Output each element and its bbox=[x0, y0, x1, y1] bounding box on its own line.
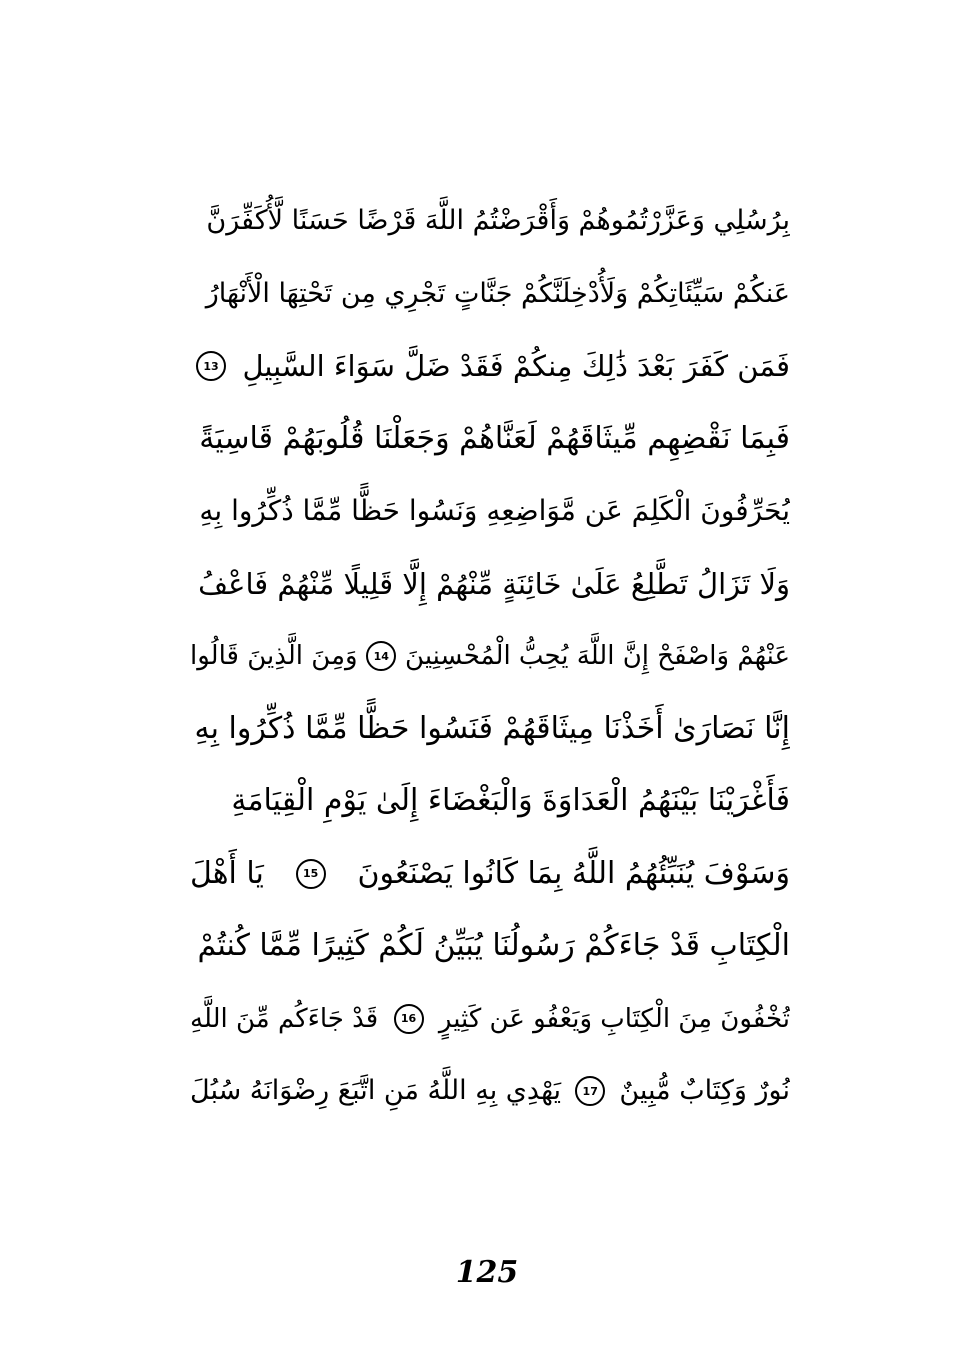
line-text: وَسَوْفَ يُنَبِّئُهُمُ اللَّهُ بِمَا كَانُوا يَصْنَعُونَ bbox=[357, 855, 790, 891]
text-line-1 bbox=[190, 185, 790, 258]
line-text: إِنَّا نَصَارَىٰ أَخَذْنَا مِيثَاقَهُمْ فَنَسُوا حَظًّا مِّمَّا ذُكِّرُوا بِهِ bbox=[194, 710, 790, 746]
text-line-12 bbox=[190, 983, 790, 1056]
text-line-10 bbox=[190, 838, 790, 911]
text-line-7 bbox=[190, 620, 790, 693]
text-line-11 bbox=[190, 910, 790, 983]
text-line-3 bbox=[190, 330, 790, 403]
ayah-number-marker: 16 bbox=[394, 1004, 424, 1034]
page-number: 125 bbox=[455, 1255, 519, 1290]
line-text: بِرُسُلِي وَعَزَّرْتُمُوهُمْ وَأَقْرَضْتُمُ اللَّهَ قَرْضًا حَسَنًا لَّأُكَفِّرَنَّ bbox=[206, 205, 790, 237]
text-line-6 bbox=[190, 548, 790, 621]
line-text: فَبِمَا نَقْضِهِم مِّيثَاقَهُمْ لَعَنَّاهُمْ وَجَعَلْنَا قُلُوبَهُمْ قَاسِيَةً bbox=[199, 420, 790, 456]
line-text: الْكِتَابِ قَدْ جَاءَكُمْ رَسُولُنَا يُبَيِّنُ لَكُمْ كَثِيرًا مِّمَّا كُنتُمْ bbox=[197, 928, 790, 964]
text-line-2 bbox=[190, 258, 790, 331]
line-text: وَلَا تَزَالُ تَطَّلِعُ عَلَىٰ خَائِنَةٍ مِّنْهُمْ إِلَّا قَلِيلًا مِّنْهُمْ فَاعْفُ bbox=[198, 566, 790, 601]
line-text: يُحَرِّفُونَ الْكَلِمَ عَن مَّوَاضِعِهِ وَنَسُوا حَظًّا مِّمَّا ذُكِّرُوا بِهِ bbox=[199, 494, 790, 528]
line-text: قَدْ جَاءَكُم مِّنَ اللَّهِ bbox=[190, 1003, 379, 1034]
line-text: فَمَن كَفَرَ بَعْدَ ذَٰلِكَ مِنكُمْ فَقَدْ ضَلَّ سَوَاءَ السَّبِيلِ bbox=[242, 349, 790, 384]
ayah-number-marker: 15 bbox=[296, 859, 326, 889]
text-line-4 bbox=[190, 403, 790, 476]
text-line-8 bbox=[190, 693, 790, 766]
ayah-number-marker: 13 bbox=[196, 351, 226, 381]
line-text: عَنْهُمْ وَاصْفَحْ إِنَّ اللَّهَ يُحِبُّ الْمُحْسِنِينَ bbox=[405, 641, 790, 672]
line-text: تُخْفُونَ مِنَ الْكِتَابِ وَيَعْفُو عَن كَثِيرٍ bbox=[438, 1003, 790, 1034]
text-line-5 bbox=[190, 475, 790, 548]
line-text: يَهْدِي بِهِ اللَّهُ مَنِ اتَّبَعَ رِضْوَانَهُ سُبُلَ bbox=[190, 1075, 562, 1107]
line-text: يَا أَهْلَ bbox=[190, 855, 264, 891]
text-line-13 bbox=[190, 1055, 790, 1128]
ayah-number-marker: 14 bbox=[366, 641, 396, 671]
quran-text-block bbox=[190, 185, 790, 1128]
line-text: فَأَغْرَيْنَا بَيْنَهُمُ الْعَدَاوَةَ وَالْبَغْضَاءَ إِلَىٰ يَوْمِ الْقِيَامَةِ bbox=[231, 783, 790, 819]
line-text: نُورٌ وَكِتَابٌ مُّبِينٌ bbox=[619, 1075, 790, 1107]
line-text: عَنكُمْ سَيِّئَاتِكُمْ وَلَأُدْخِلَنَّكُمْ جَنَّاتٍ تَجْرِي مِن تَحْتِهَا الْأَنْهَارُ bbox=[205, 277, 790, 309]
ayah-number-marker: 17 bbox=[575, 1076, 605, 1106]
line-text: وَمِنَ الَّذِينَ قَالُوا bbox=[190, 641, 358, 672]
text-line-9 bbox=[190, 765, 790, 838]
